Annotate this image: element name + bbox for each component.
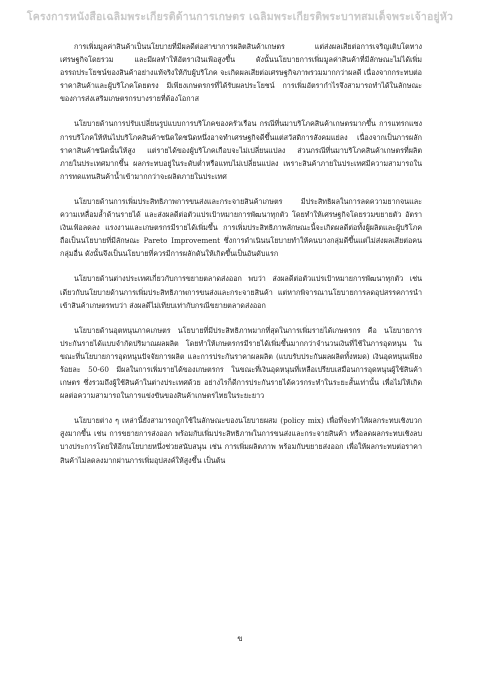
document-body — [60, 40, 422, 479]
page-number: ข — [237, 634, 243, 643]
running-header: โครงการหนังสือเฉลิมพระเกียรติด้านการเกษตร เฉลิมพระเกียรติพระบาทสมเด็จพระเจ้าอยู่หัว — [26, 11, 454, 23]
paragraph-export: นโยบายด้านต่างประเทศเกี่ยวกับการขยายตลาดส่งออก พบว่า ส่งผลดีต่อตัวแปรเป้าหมายการพัฒนาทุกตัว เช่นเดียวกับนโยบายด้านการเพิ่มประสิทธิภาพการขนส่งและกระจายสินค้า แต่หากพิจารณานโยบายการลดอุปสรรคการนำเข้าสินค้าเกษตรพบว่า ส่งผลดีไม่เทียบเท่ากับกรณีขยายตลาดส่งออก — [60, 274, 422, 310]
paragraph-subsidy: นโยบายด้านอุตหนุนภาคเกษตร นโยบายที่มีประสิทธิภาพมากที่สุดในการเพิ่มรายได้เกษตรกร คือ นโยบายการประกันรายได้แบบจำกัดปริมาณผลผลิต โดยทำให้เกษตรกรมีรายได้เพิ่มขึ้นมากกว่าจำนวนเงินที่ใช้ในการอุดหนุน ในขณะที่นโยบายการอุดหนุนปัจจัยการผลิต และการประกันราคาผลผลิต (แบบรับประกันผลผลิตทั้งหมด) เงินอุดหนุนเพียงร้อยละ 50-60 มีผลในการเพิ่มรายได้ของเกษตรกร ในขณะที่เงินอุดหนุนที่เหลือเปรียบเสมือนการอุดหนุนผู้ใช้สินค้าเกษตร ซึ่งรวมถึงผู้ใช้สินค้าในต่างประเทศด้วย อย่างไรก็ดีการประกันรายได้ควรกระทำในระยะสั้นเท่านั้น เพื่อไม่ให้เกิดผลต่อความสามารถในการแข่งขันของสินค้าเกษตรไทยในระยะยาว — [60, 325, 422, 401]
paragraph-consumption: นโยบายด้านการปรับเปลี่ยนรูปแบบการบริโภคของครัวเรือน กรณีที่นมาบริโภคสินค้าเกษตรมากขึ้น การแทรกแซงการบริโภคให้หันไปบริโภคสินค้าชนิดใดชนิดหนึ่งอาจทำเศรษฐกิจดีขึ้นแต่สวัสดิการสังคมแย่ลง เนื่องจากเป็นการผลักราคาสินค้าชนิดนั้นให้สูง แต่รายได้ของผู้บริโภคเกือบจะไม่เปลี่ยนแปลง ส่วนกรณีที่นมาบริโภคสินค้าเกษตรที่ผลิตภายในประเทศมากขึ้น ผลกระทบอยู่ในระดับต่ำหรือแทบไม่เปลี่ยนแปลง เพราะสินค้าภายในประเทศมีความสามารถในการทดแทนสินค้าน้ำเข้ามากกว่าจะผลิตภายในประเทศ — [60, 119, 422, 181]
paragraph-logistics: นโยบายด้านการเพิ่มประสิทธิภาพการขนส่งและกระจายสินค้าเกษตร มีประสิทธิผลในการลดความยากจนและความเหลื่อมล้ำด้านรายได้ และส่งผลดีต่อตัวแปรเป้าหมายการพัฒนาทุกตัว โดยทำให้เศรษฐกิจโดยรวมขยายตัว อัตราเงินเฟ้อลดลง แรงงานและเกษตรกรมีรายได้เพิ่มขึ้น การเพิ่มประสิทธิภาพลักษณะนี้จะเกิดผลดีต่อทั้งผู้ผลิตและผู้บริโภค ถือเป็นนโยบายที่มีลักษณะ Pareto Improvement ซึ่งการดำเนินนโยบายทำให้คนบางกลุ่มดีขึ้นแต่ไม่ส่งผลเสียต่อคนกลุ่มอื่น ดังนั้นจึงเป็นนโยบายที่ควรมีการผลักดันให้เกิดขึ้นเป็นอันดับแรก — [60, 196, 422, 259]
paragraph-value-added: การเพิ่มมูลค่าสินค้าเป็นนโยบายที่มีผลดีต่อสาขาการผลิตสินค้าเกษตร แต่ส่งผลเสียต่อการเจริญเติบโตทางเศรษฐกิจโดยรวม และมีผลทำให้อัตราเงินเฟ้อสูงขึ้น ดังนั้นนโยบายการเพิ่มมูลค่าสินค้าที่มีลักษณะไม่ได้เพิ่มอรรถประโยชน์ของสินค้าอย่างแท้จริงให้กับผู้บริโภค จะเกิดผลเสียต่อเศรษฐกิจภาพรวมมากกว่าผลดี เนื่องจากกระทบต่อราคาสินค้าและผู้บริโภคโดยตรง มีเพียงเกษตรกรที่ได้รับผลประโยชน์ การเพิ่มอัตรากำไรจึงสามารถทำได้ในลักษณะของการส่งเสริมเกษตรกรบางรายที่ต้องโอกาส — [60, 42, 422, 104]
paragraph-policy-mix: นโยบายต่าง ๆ เหล่านี้ยังสามารถถูกใช้ในลักษณะของนโยบายผสม (policy mix) เพื่อที่จะทำให้ผลกระทบเชิงบวกสูงมากขึ้น เช่น การขยายการส่งออก พร้อมกับเพิ่มประสิทธิภาพในการขนส่งและกระจายสินค้า หรือลดผลกระทบเชิงลบบางประการโดยให้อีกนโยบายหนึ่งช่วยสนับสนุน เช่น การเพิ่มผลิตภาพ พร้อมกับขยายส่งออก เพื่อให้ผลกระทบต่อราคาสินค้าไม่ลดลงมากผ่านการเพิ่มอุปสงค์ให้สูงขึ้น เป็นต้น — [60, 416, 422, 465]
